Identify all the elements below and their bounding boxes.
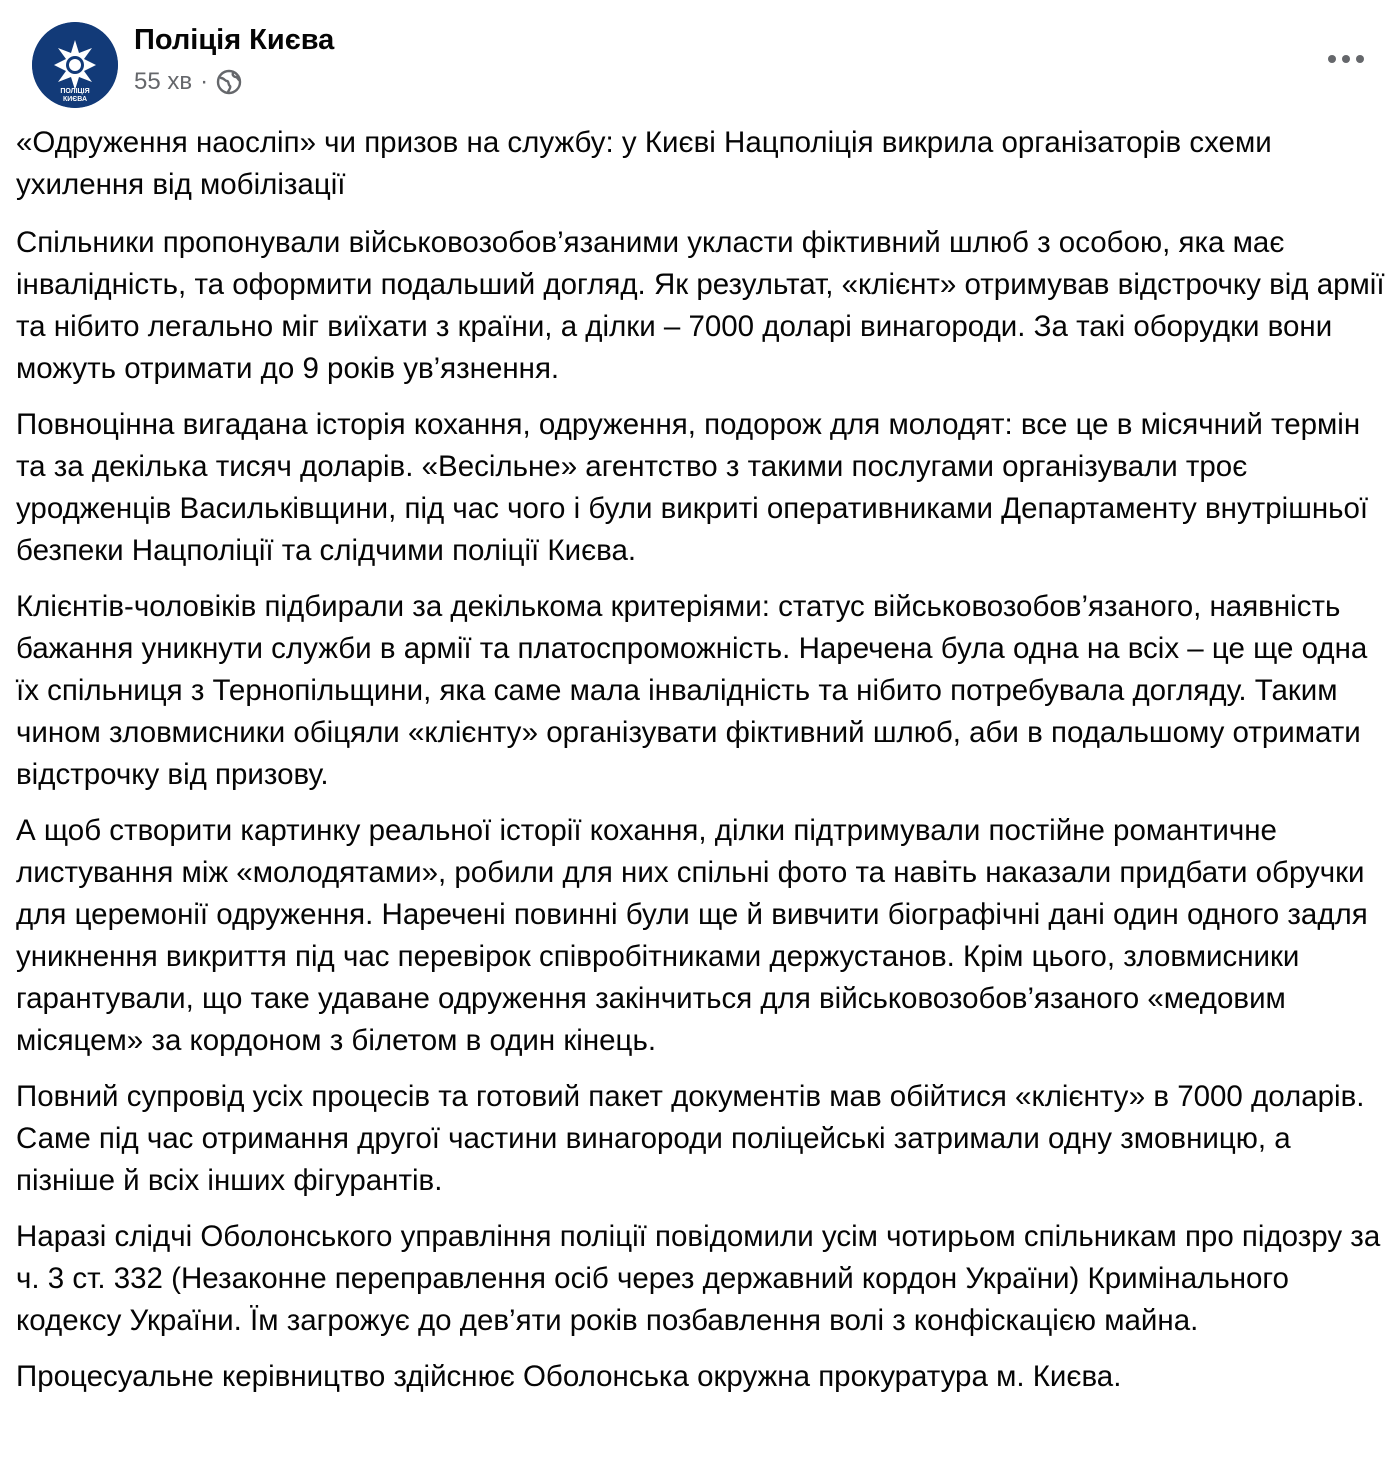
post-paragraph: А щоб створити картинку реальної історії кохання, ділки підтримували постійне романтичне листування між «молодятами», робили для них спільні фото та навіть наказали придбати обручки для церемонії одруження. Наречені повинні були ще й вивчити біографічні дані один одного задля уникнення викриття під час перевірок співробітниками держустанов. Крім цього, зловмисники гарантували, що таке удаване одруження закінчиться для військовозобов’язаного «медовим місяцем» за кордоном з білетом в один кінець. [16, 814, 1368, 1057]
more-horizontal-icon [1326, 54, 1366, 64]
author-name-link[interactable]: Поліція Києва [134, 24, 335, 56]
post-paragraph: Наразі слідчі Оболонського управління поліції повідомили усім чотирьом спільникам про підозру за ч. 3 ст. 332 (Незаконне переправлення осіб через державний кордон України) Кримінального кодексу України. Їм загрожує до дев’яти років позбавлення волі з конфіскацією майна. [16, 1220, 1381, 1337]
post-paragraph: Повноцінна вигадана історія кохання, одруження, подорож для молодят: все це в місячний термін та за декілька тисяч доларів. «Весільне» агентство з такими послугами організували троє уродженців Васильківщини, під час чого і були викриті оперативниками Департаменту внутрішньої безпеки Нацполіції та слідчими поліції Києва. [16, 408, 1369, 567]
post-header [16, 0, 1384, 118]
post-paragraph: Спільники пропонували військовозобов’язаними укласти фіктивний шлюб з особою, яка має інвалідність, та оформити подальший догляд. Як результат, «клієнт» отримував відстрочку від армії та нібито легально міг виїхати з країни, а ділки – 7000 доларі винагороди. За такі оборудки вони можуть отримати до 9 років ув’язнення. [16, 226, 1385, 385]
post-body [16, 122, 1388, 1412]
avatar-text-line1: ПОЛІЦІЯ [60, 88, 90, 95]
more-options-button[interactable] [1324, 44, 1368, 74]
post-meta [134, 68, 242, 96]
meta-separator: · [200, 68, 209, 95]
globe-icon[interactable] [216, 69, 242, 95]
post-paragraph: Повний супровід усіх процесів та готовий пакет документів мав обійтися «клієнту» в 7000 доларів. Саме під час отримання другої частини винагороди поліцейські затримали одну змовницю, а пізніше й всіх інших фігурантів. [16, 1080, 1365, 1197]
police-star-emblem-icon [32, 22, 118, 108]
avatar-text-line2: КИЄВА [62, 96, 88, 103]
avatar[interactable] [32, 22, 118, 108]
post-paragraph-title: «Одруження наосліп» чи призов на службу: у Києві Нацполіція викрила організаторів схеми ухилення від мобілізації [16, 126, 1272, 201]
post-timestamp-link[interactable]: 55 хв [134, 68, 193, 95]
post-paragraph: Клієнтів-чоловіків підбирали за декількома критеріями: статус військовозобов’язаного, наявність бажання уникнути служби в армії та платоспроможність. Наречена була одна на всіх – це ще одна їх спільниця з Тернопільщини, яка саме мала інвалідність та нібито потребувала догляду. Таким чином зловмисники обіцяли «клієнту» організувати фіктивний шлюб, аби в подальшому отримати відстрочку від призову. [16, 590, 1368, 791]
post-paragraph: Процесуальне керівництво здійснює Оболонська окружна прокуратура м. Києва. [16, 1360, 1122, 1393]
